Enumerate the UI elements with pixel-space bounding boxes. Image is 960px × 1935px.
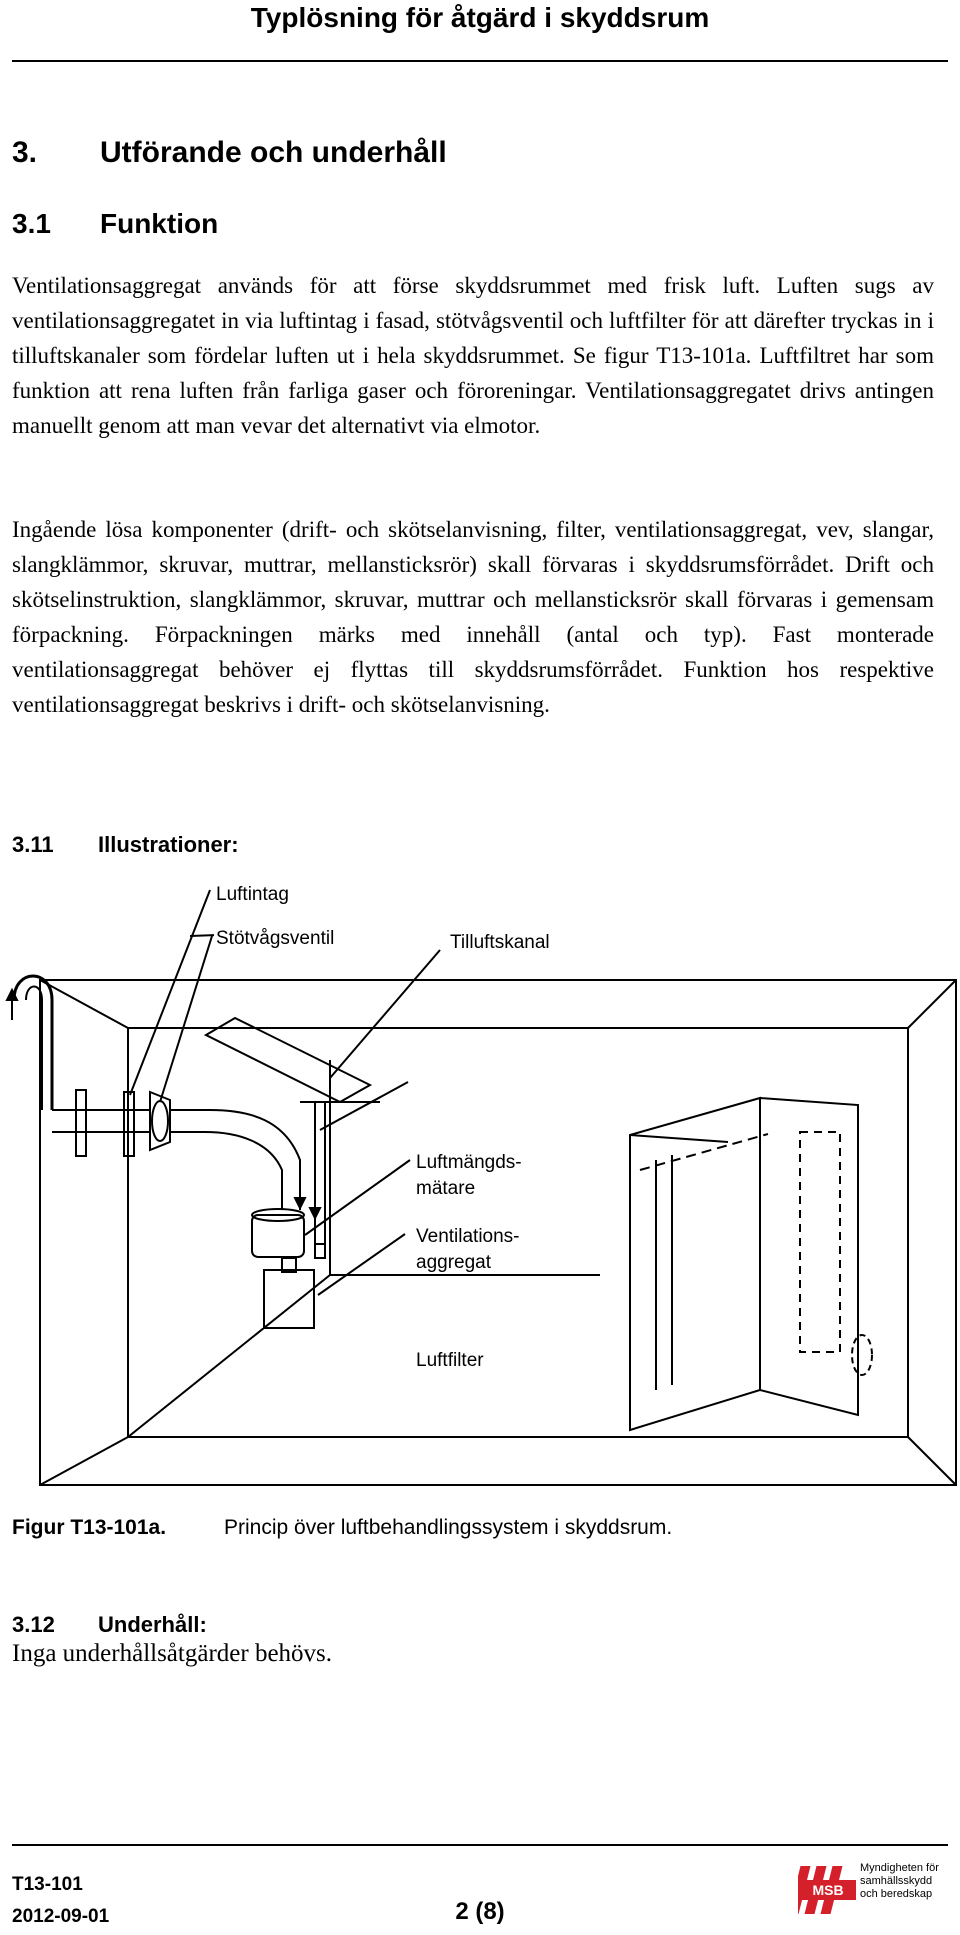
illustrations-number: 3.11	[12, 832, 54, 857]
function-paragraph-1: Ventilationsaggregat används för att förse skyddsrummet med frisk luft. Luften sugs av ventilationsaggregatet in via luftintag i fasad, stötvågsventil och luftfilter för att därefter tryckas in i tilluftskanaler som fördelar luften ut i hela skyddsrummet. Se figur T13-101a. Luftfiltret har som funktion att rena luften från farliga gaser och föroreningar. Ventilationsaggregatet drivs antingen manuellt genom att man vevar det alternativt via elmotor.	[12, 273, 934, 438]
label-ventilationsaggregat-1: Ventilations-	[416, 1226, 520, 1247]
footer-rule	[12, 1844, 948, 1846]
cabinet-front	[630, 1098, 760, 1430]
header-rule	[12, 60, 948, 62]
function-heading	[12, 208, 218, 240]
msb-logo-text: Myndigheten för samhällsskydd och beredskap	[860, 1862, 939, 1900]
section-title: Utförande och underhåll	[100, 136, 447, 169]
function-paragraph-2: Ingående lösa komponenter (drift- och skötselanvisning, filter, ventilationsaggregat, vev, slangar, slangklämmor, skruvar, muttrar, mellansticksrör) skall förvaras i skyddsrumsförrådet. Drift och skötselinstruktion, slangklämmor, skruvar, muttrar och mellansticksrör skall förvaras i gemensam förpackning. Förpackningen märks med innehåll (antal och typ). Fast monterade ventilationsaggregat behöver ej flyttas till skyddsrumsförrådet. Funktion hos respektive ventilationsaggregat beskrivs i drift- och skötselanvisning.	[12, 517, 934, 717]
footer-page-number: 2 (8)	[455, 1898, 505, 1925]
figure-caption-text: Princip över luftbehandlingssystem i skyddsrum.	[224, 1516, 673, 1539]
label-luftfilter: Luftfilter	[416, 1350, 484, 1371]
maintenance-number: 3.12	[12, 1612, 55, 1637]
figure-caption-label: Figur T13-101a.	[12, 1516, 167, 1539]
illustrations-heading	[12, 832, 239, 858]
function-number: 3.1	[12, 208, 51, 239]
label-luftmangdsmatare-1: Luftmängds-	[416, 1152, 522, 1173]
label-luftintag: Luftintag	[216, 884, 289, 905]
footer-document-code: T13-101	[12, 1874, 83, 1895]
msb-logo-acronym: MSB	[812, 1882, 844, 1898]
footer-date: 2012-09-01	[12, 1906, 110, 1927]
page-header	[0, 0, 960, 62]
section-heading	[12, 136, 447, 170]
msb-logo	[798, 1860, 948, 1920]
intake-pipe-bend	[14, 976, 52, 1110]
msb-logo-icon	[798, 1860, 858, 1920]
ventilation-diagram	[0, 870, 960, 1490]
maintenance-text: Inga underhållsåtgärder behövs.	[12, 1640, 333, 1667]
label-stotvagsventil: Stötvågsventil	[216, 928, 335, 949]
label-ventilationsaggregat-2: aggregat	[416, 1252, 492, 1273]
illustrations-title: Illustrationer:	[98, 832, 239, 857]
maintenance-heading	[12, 1612, 207, 1638]
maintenance-title: Underhåll:	[98, 1612, 207, 1637]
label-tilluftskanal: Tilluftskanal	[450, 932, 550, 953]
ventilation-figure	[0, 870, 960, 1490]
function-title: Funktion	[100, 208, 219, 239]
section-number: 3.	[12, 136, 38, 169]
air-filter	[264, 1270, 314, 1328]
label-luftmangdsmatare-2: mätare	[416, 1178, 476, 1199]
figure-caption	[12, 1516, 672, 1540]
page-header-title: Typlösning för åtgärd i skyddsrum	[250, 2, 710, 33]
